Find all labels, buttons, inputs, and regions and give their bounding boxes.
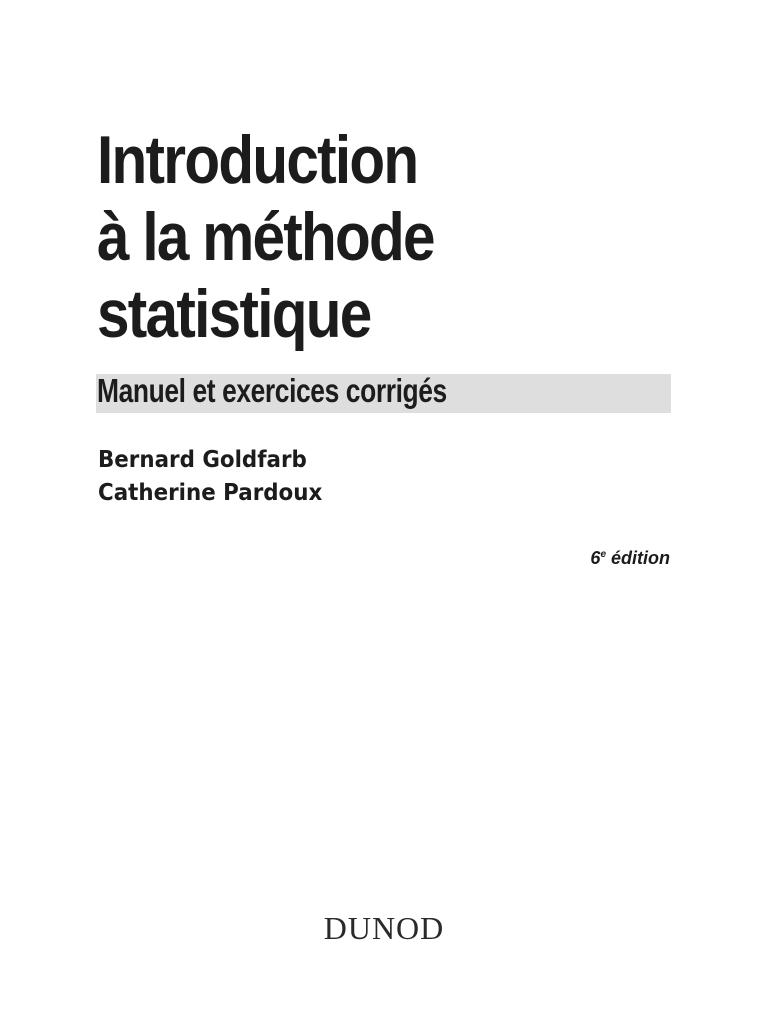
book-title bbox=[97, 122, 434, 353]
author-list bbox=[98, 444, 322, 510]
author-name: Bernard Goldfarb bbox=[98, 447, 307, 473]
book-title-line-2: à la méthode bbox=[97, 199, 434, 275]
edition-label bbox=[590, 546, 670, 570]
book-title-line-3: statistique bbox=[97, 276, 371, 352]
edition-word: édition bbox=[606, 548, 670, 568]
publisher-logo: DUNOD bbox=[323, 910, 445, 946]
edition-superscript: e bbox=[600, 549, 606, 560]
book-subtitle: Manuel et exercices corrigés bbox=[97, 372, 447, 409]
author-name: Catherine Pardoux bbox=[98, 480, 323, 506]
book-title-line-1: Introduction bbox=[97, 122, 418, 198]
edition-number: 6 bbox=[590, 548, 601, 568]
